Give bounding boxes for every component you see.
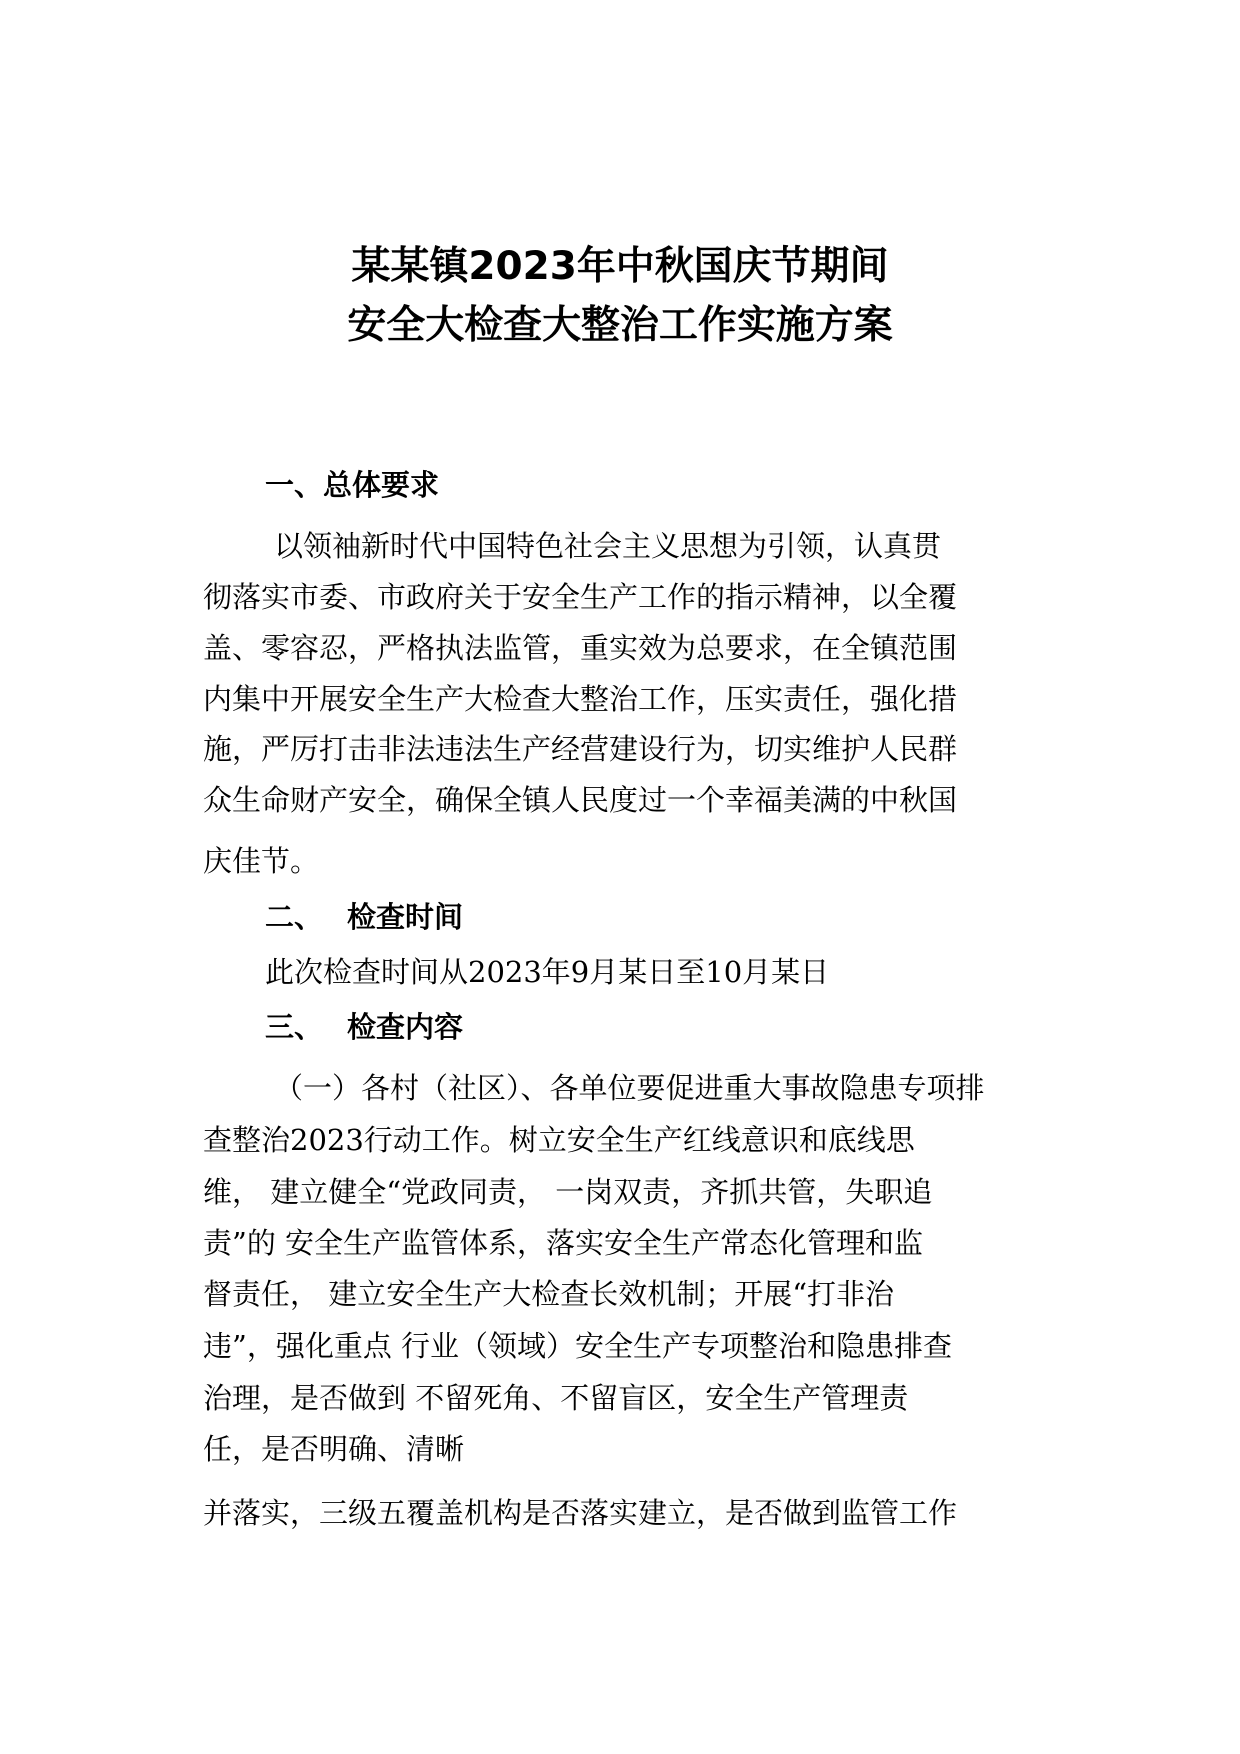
section-3-number: 三、 [265,1010,324,1044]
section-1-line-2: 彻落实市委、市政府关于安全生产工作的指示精神，以全覆 [203,580,958,614]
section-2-heading [265,897,463,937]
section-3-line-7: 治理，是否做到 不留死角、不留盲区，安全生产管理责 [203,1381,909,1415]
section-3-heading [265,1007,463,1047]
section-1-line-4: 内集中开展安全生产大检查大整治工作，压实责任，强化措 [203,682,958,716]
section-2-line-1: 此次检查时间从2023年9月某日至10月某日 [265,955,830,989]
section-1-line-7: 庆佳节。 [203,844,320,878]
section-1-line-1: 以领袖新时代中国特色社会主义思想为引领，认真贯 [274,529,942,563]
section-3-line-9: 并落实，三级五覆盖机构是否落实建立，是否做到监管工作 [203,1496,958,1530]
document-title-line-1: 某某镇2023年中秋国庆节期间 [351,244,889,289]
section-3-line-3: 维， 建立健全“党政同责， 一岗双责，齐抓共管，失职追 [203,1175,933,1209]
section-3-title: 检查内容 [347,1010,464,1044]
section-3-line-6: 违”，强化重点 行业（领域）安全生产专项整治和隐患排查 [203,1329,953,1363]
section-2-title: 检查时间 [347,900,464,934]
section-1-line-3: 盖、零容忍，严格执法监管，重实效为总要求，在全镇范围 [203,631,958,665]
section-1-line-6: 众生命财产安全，确保全镇人民度过一个幸福美满的中秋国 [203,783,958,817]
section-3-line-4: 责”的 安全生产监管体系，落实安全生产常态化管理和监 [203,1226,924,1260]
section-3-line-2: 查整治2023行动工作。树立安全生产红线意识和底线思 [203,1123,915,1157]
section-2-number: 二、 [265,900,324,934]
section-1-line-5: 施，严厉打击非法违法生产经营建设行为，切实维护人民群 [203,732,958,766]
section-1-heading: 一、总体要求 [265,468,440,502]
section-3-line-1: （一）各村（社区）、各单位要促进重大事故隐患专项排 [274,1071,985,1105]
section-3-line-5: 督责任， 建立安全生产大检查长效机制；开展“打非治 [203,1277,895,1311]
document-title-line-2: 安全大检查大整治工作实施方案 [347,303,893,348]
section-3-line-8: 任，是否明确、清晰 [203,1432,465,1466]
